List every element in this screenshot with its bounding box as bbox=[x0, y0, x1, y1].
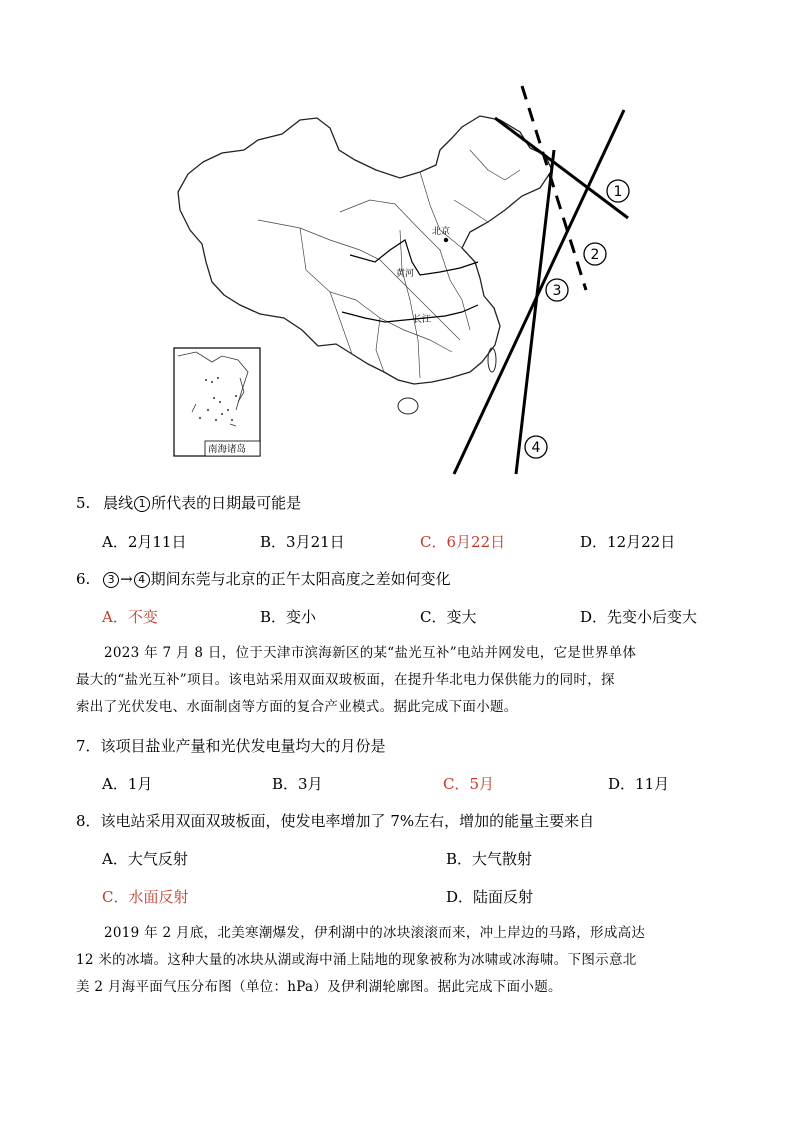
question-6 bbox=[76, 568, 451, 589]
svg-text:1: 1 bbox=[613, 184, 623, 200]
changjiang-river bbox=[342, 305, 478, 322]
beijing-marker bbox=[444, 238, 448, 242]
q7-option-d[interactable]: D．11月 bbox=[608, 775, 670, 793]
marker-1 bbox=[607, 180, 629, 202]
passage-line: 最大的“盐光互补”项目。该电站采用双面双玻板面，在提升华北电力保供能力的同时，探 bbox=[76, 672, 615, 688]
line-4 bbox=[516, 150, 554, 474]
line-1 bbox=[495, 118, 628, 218]
marker-4 bbox=[525, 436, 547, 458]
q8-option-b[interactable]: B．大气散射 bbox=[446, 850, 533, 868]
q7-option-c[interactable]: C．5月 bbox=[443, 775, 495, 793]
passage-2 bbox=[76, 920, 716, 1001]
svg-text:3: 3 bbox=[552, 283, 562, 299]
passage-line: 12 米的冰墙。这种大量的冰块从湖或海中涌上陆地的现象被称为冰啸或冰海啸。下图示意北 bbox=[76, 952, 637, 968]
passage-line: 美 2 月海平面气压分布图（单位：hPa）及伊利湖轮廓图。据此完成下面小题。 bbox=[76, 979, 562, 995]
nanhai-label: 南海诸岛 bbox=[208, 444, 247, 455]
line-3 bbox=[454, 110, 624, 474]
question-8: 8．该电站采用双面双玻板面，使发电率增加了 7%左右，增加的能量主要来自 bbox=[76, 812, 595, 830]
passage-1 bbox=[76, 640, 716, 721]
stem-text: 晨线 bbox=[103, 494, 134, 512]
hainan-island bbox=[398, 398, 418, 414]
q6-option-a[interactable]: A．不变 bbox=[102, 608, 158, 626]
passage-line: 2023 年 7 月 8 日，位于天津市滨海新区的某“盐光互补”电站并网发电，它是世界单体 bbox=[104, 645, 637, 661]
question-7: 7．该项目盐业产量和光伏发电量均大的月份是 bbox=[76, 737, 386, 755]
passage-line: 索出了光伏发电、水面制卤等方面的复合产业模式。据此完成下面小题。 bbox=[76, 699, 518, 715]
question-number: 5. bbox=[76, 494, 91, 512]
nanhai-inset bbox=[174, 348, 260, 456]
circled-number: 3 bbox=[103, 572, 119, 588]
stem-text: 所代表的日期最可能是 bbox=[151, 494, 302, 512]
question-5 bbox=[76, 492, 301, 513]
taiwan-island bbox=[488, 348, 496, 372]
q6-option-b[interactable]: B．变小 bbox=[260, 608, 317, 626]
svg-text:4: 4 bbox=[531, 440, 541, 456]
circled-number: 4 bbox=[134, 572, 150, 588]
q8-option-c[interactable]: C．水面反射 bbox=[102, 888, 189, 906]
q5-option-b[interactable]: B．3月21日 bbox=[260, 533, 345, 551]
circled-number: 1 bbox=[134, 496, 150, 512]
arrow: → bbox=[120, 570, 133, 588]
marker-3 bbox=[546, 279, 568, 301]
q6-option-c[interactable]: C．变大 bbox=[420, 608, 477, 626]
q5-option-a[interactable]: A．2月11日 bbox=[102, 533, 187, 551]
svg-text:2: 2 bbox=[590, 247, 600, 263]
q8-option-a[interactable]: A．大气反射 bbox=[102, 850, 188, 868]
huanghe-label: 黄河 bbox=[396, 269, 415, 279]
marker-2 bbox=[584, 243, 606, 265]
q5-option-d[interactable]: D．12月22日 bbox=[580, 533, 676, 551]
q7-option-b[interactable]: B．3月 bbox=[272, 775, 323, 793]
q6-option-d[interactable]: D．先变小后变大 bbox=[580, 608, 698, 626]
stem-text: 期间东莞与北京的正午太阳高度之差如何变化 bbox=[150, 570, 451, 588]
changjiang-label: 长江 bbox=[413, 315, 432, 325]
passage-line: 2019 年 2 月底，北美寒潮爆发，伊利湖中的冰块滚滚而来，冲上岸边的马路，形成高达 bbox=[104, 925, 646, 941]
q7-option-a[interactable]: A．1月 bbox=[102, 775, 153, 793]
province-boundaries bbox=[258, 150, 520, 378]
china-map-figure bbox=[160, 80, 640, 480]
beijing-label: 北京 bbox=[432, 227, 451, 237]
china-outline bbox=[178, 116, 552, 384]
question-number: 6. bbox=[76, 570, 91, 588]
q8-option-d[interactable]: D．陆面反射 bbox=[446, 888, 534, 906]
q5-option-c[interactable]: C．6月22日 bbox=[420, 533, 506, 551]
